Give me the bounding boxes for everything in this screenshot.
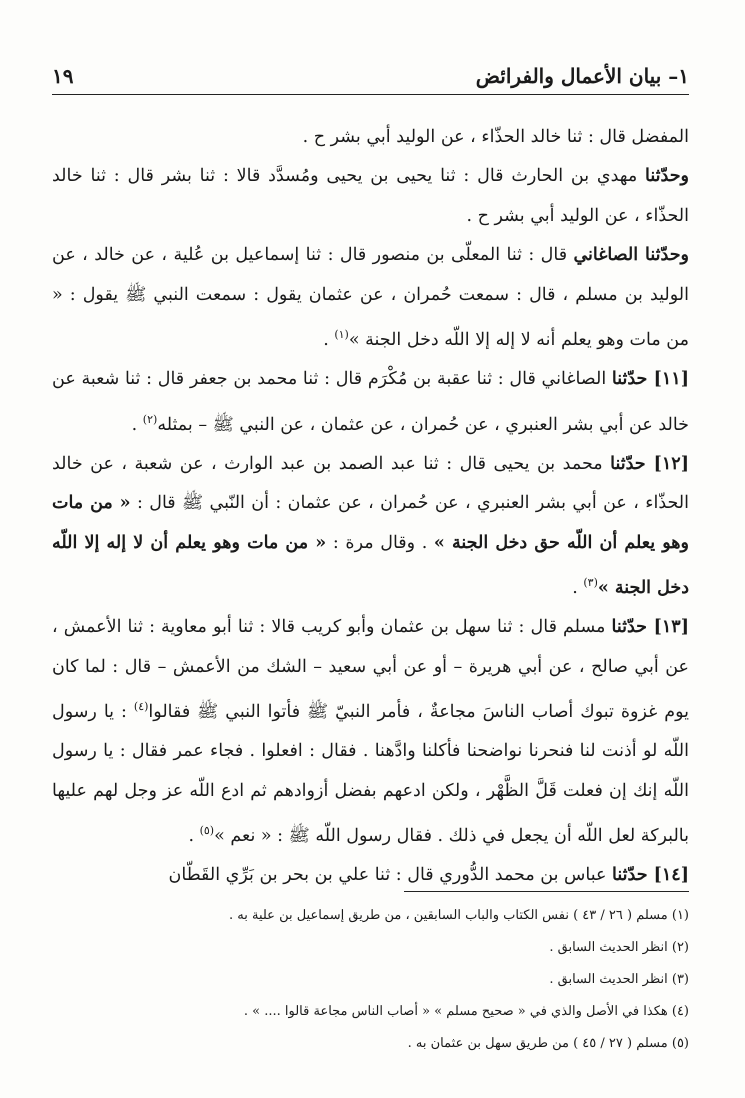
footnote-item: (٥) مسلم ( ٢٧ / ٤٥ ) من طريق سهل بن عثمان به . (407, 1036, 689, 1051)
narration-text: : يا رسول اللّه لو أذنت لنا فنحرنا نواضحنا فأكلنا وادَّهنا . فقال : افعلوا . فجاء عمر فقال : يا رسول اللّه إنك إن فعلت قَلَّ الظَّهْر ، ولكن ادعهم بفضل أزوادهم ثم ادع اللّه عز وجل لهم عليها بالبركة لعل اللّه أن يجعل في ذلك . فقال رسول اللّه ﷺ : « نعم » (52, 702, 689, 847)
chapter-title: ١– بيان الأعمال والفرائض (475, 64, 689, 88)
footnote-ref: (١) (334, 328, 349, 342)
hadith-12 (52, 445, 689, 608)
narration-lead: وحدّثنا (645, 166, 689, 187)
narration-lead: حدّثنا (611, 369, 654, 390)
punctuation: . (188, 826, 200, 847)
narration-lead: حدّثنا (611, 617, 654, 638)
footnote-item: (٤) هكذا في الأصل والذي في « صحيح مسلم » « أصاب الناس مجاعة قالوا .... » . (243, 1004, 689, 1019)
footnote-ref: (٣) (583, 576, 598, 590)
footnotes (90, 900, 689, 1060)
narration-text: مهدي بن الحارث قال : ثنا يحيى بن يحيى ومُسدَّد قالا : ثنا بشر قال : ثنا خالد الحذّاء ، عن الوليد أبي بشر ح . (52, 166, 689, 226)
page-number: ١٩ (52, 64, 74, 88)
footnote-divider (404, 891, 689, 892)
paragraph-3 (52, 236, 689, 360)
footnote-item: (٢) انظر الحديث السابق . (549, 940, 689, 955)
hadith-11 (52, 360, 689, 445)
footnote-ref: (٥) (199, 824, 215, 838)
hadith-quote: « من مات وهو يعلم أن اللّه حق دخل الجنة » (52, 493, 689, 553)
narration-text: محمد بن يحيى قال : ثنا عبد الصمد بن عبد الوارث ، عن شعبة ، عن خالد الحذّاء ، عن أبي بشر العنبري ، عن حُمران ، عن عثمان : أن النّبي ﷺ قال : (52, 453, 690, 514)
paragraph-2 (52, 157, 689, 236)
footnote-item: (١) مسلم ( ٢٦ / ٤٣ ) نفس الكتاب والباب السابقين ، من طريق إسماعيل بن علية به . (229, 908, 689, 923)
footnote-ref: (٤) (133, 700, 149, 714)
narration-text: الصاغاني قال : ثنا عقبة بن مُكْرَم قال : ثنا محمد بن جعفر قال : ثنا شعبة عن خالد عن أبي بشر العنبري ، عن حُمران ، عن عثمان ، عن النبي ﷺ – بمثله (52, 369, 689, 435)
hadith-number: [١٤] (653, 865, 689, 886)
hadith-13 (52, 608, 689, 856)
punctuation: . (131, 414, 143, 435)
narration-text: . وقال مرة : (326, 532, 434, 553)
narration-lead: حدّثنا (610, 453, 654, 474)
paragraph-1 (52, 118, 689, 157)
text-line: المفضل قال : ثنا خالد الحذّاء ، عن الوليد أبي بشر ح . (302, 127, 689, 147)
narration-text: قال : ثنا المعلّى بن منصور قال : ثنا إسماعيل بن عُلية ، عن خالد ، عن الوليد بن مسلم ، قال : سمعت حُمران ، عن عثمان يقول : سمعت النبي ﷺ يقول : « من مات وهو يعلم أنه لا إله إلا اللّه دخل الجنة » (52, 245, 689, 350)
footnote-ref: (٢) (142, 412, 158, 426)
punctuation: . (323, 329, 335, 350)
narration-text: مسلم قال : ثنا سهل بن عثمان وأبو كريب قالا : ثنا أبو معاوية : ثنا الأعمش ، عن أبي صالح ، عن أبي هريرة – أو عن أبي سعيد – الشك من الأعمش – قال : لما كان يوم غزوة تبوك أصاب الناسَ مجاعةٌ ، فأمر النبيّ ﷺ فأتوا النبي ﷺ فقالوا (52, 617, 690, 722)
punctuation: . (572, 577, 584, 598)
hadith-number: [١٣] (653, 617, 689, 638)
hadith-quote: « من مات وهو يعلم أن لا إله إلا اللّه دخل الجنة » (52, 532, 689, 598)
hadith-14 (52, 856, 689, 895)
narration-lead: حدّثنا (612, 865, 654, 886)
running-header (52, 58, 689, 95)
main-text (52, 118, 689, 896)
narration-lead: وحدّثنا الصاغاني (573, 245, 689, 266)
hadith-number: [١٢] (653, 453, 689, 474)
hadith-number: [١١] (653, 369, 689, 390)
footnote-item: (٣) انظر الحديث السابق . (549, 972, 689, 987)
narration-text: عباس بن محمد الدُّوري قال : ثنا علي بن بحر بن بَرِّي القَطّان (168, 865, 613, 886)
